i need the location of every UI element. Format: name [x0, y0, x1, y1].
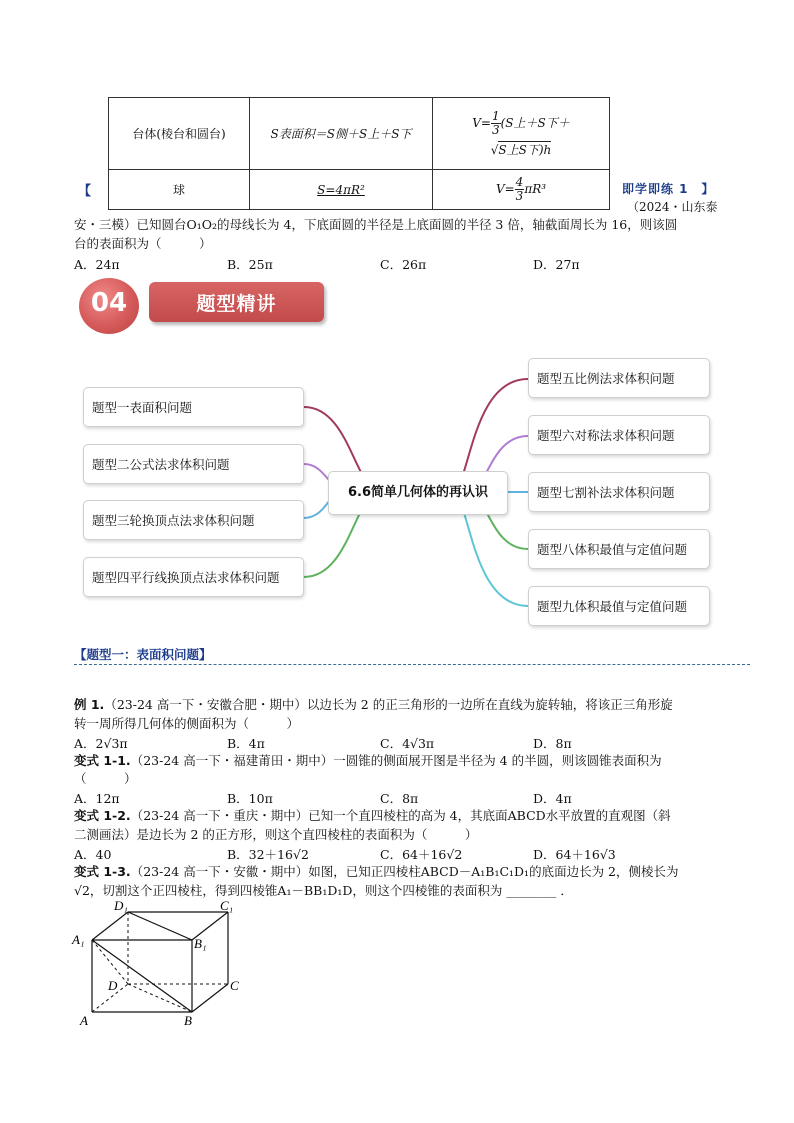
solid-name-sphere: 球: [109, 170, 250, 210]
label-C: C: [230, 978, 239, 993]
volume-formula: V= $\frac{1}{3}$ (S上＋S下＋ √S上S下)h: [433, 98, 610, 170]
variant1-2-line1: 变式 1-2.（23-24 高一下・重庆・期中）已知一个直四棱柱的高为 4，其底面ABCD水平放置的直观图（斜: [74, 808, 671, 823]
example1-line2: 转一周所得几何体的侧面积为（ ）: [74, 716, 300, 731]
practice-question-line2: 台的表面积为（ ）: [74, 236, 212, 251]
option-b: B．32＋16√2: [227, 847, 309, 862]
variant1-3-line2: √2，切割这个正四棱柱，得到四棱锥A₁－BB₁D₁D，则这个四棱锥的表面积为 ________ ．: [74, 883, 573, 898]
option-a: A．12π: [74, 791, 120, 806]
mindmap-node-type1: 题型一表面积问题: [83, 387, 304, 427]
bracket-left: 【: [78, 184, 92, 199]
practice-question-line1: 安・三模）已知圆台O₁O₂的母线长为 4，下底面圆的半径是上底面圆的半径 3 倍，轴截面周长为 16，则该圆: [74, 217, 678, 232]
variant1-3-line1: 变式 1-3.（23-24 高一下・安徽・期中）如图，已知正四棱柱ABCD－A₁B₁C₁D₁的底面边长为 2，侧棱长为: [74, 864, 679, 879]
section-number: 04: [90, 288, 128, 318]
mindmap-node-type9: 题型九体积最值与定值问题: [528, 586, 710, 626]
option-c: C．64＋16√2: [380, 847, 463, 862]
mindmap-node-type8: 题型八体积最值与定值问题: [528, 529, 710, 569]
practice-source: （2024・山东泰: [627, 200, 718, 214]
label-B: B: [184, 1013, 192, 1028]
mindmap-center: 6.6简单几何体的再认识: [328, 471, 508, 515]
mindmap-node-type4: 题型四平行线换顶点法求体积问题: [83, 557, 304, 597]
label-A: A: [80, 1013, 88, 1028]
option-a: A．2√3π: [74, 736, 128, 751]
option-d: D．27π: [533, 257, 580, 272]
option-d: D．64＋16√3: [533, 847, 616, 862]
option-b: B．4π: [227, 736, 265, 751]
prism-figure: [70, 898, 250, 1033]
section-title: 题型精讲: [196, 293, 277, 315]
variant1-2-line2: 二测画法）是边长为 2 的正方形，则这个直四棱柱的表面积为（ ）: [74, 827, 478, 842]
section-heading: 【题型一：表面积问题】: [74, 647, 212, 662]
variant1-1-line2: （ ）: [74, 771, 137, 786]
mindmap-node-type2: 题型二公式法求体积问题: [83, 444, 304, 484]
label-D: D: [108, 978, 118, 993]
option-c: C．4√3π: [380, 736, 435, 751]
practice-label: 即学即练 1 】: [622, 182, 715, 196]
mindmap-node-type3: 题型三轮换顶点法求体积问题: [83, 500, 304, 540]
solid-name-frustum: 台体(棱台和圆台): [109, 98, 250, 170]
label-B1: B₁: [194, 936, 207, 951]
sphere-volume-formula: V= $\frac{4}{3}$ πR³: [433, 170, 610, 210]
option-c: C．26π: [380, 257, 427, 272]
sphere-area-formula: S=4πR²: [250, 170, 433, 210]
example1-line1: 例 1.（23-24 高一下・安徽合肥・期中）以边长为 2 的正三角形的一边所在直线为旋转轴，将该正三角形旋: [74, 697, 673, 712]
option-d: D．4π: [533, 791, 572, 806]
option-b: B．10π: [227, 791, 273, 806]
variant1-1-line1: 变式 1-1.（23-24 高一下・福建莆田・期中）一圆锥的侧面展开图是半径为 4 的半圆，则该圆锥表面积为: [74, 753, 662, 768]
mindmap-node-type6: 题型六对称法求体积问题: [528, 415, 710, 455]
option-a: A．40: [74, 847, 112, 862]
option-c: C．8π: [380, 791, 419, 806]
section-divider: [74, 664, 750, 665]
option-b: B．25π: [227, 257, 273, 272]
label-C1: C₁: [220, 898, 234, 913]
mindmap-node-type5: 题型五比例法求体积问题: [528, 358, 710, 398]
option-d: D．8π: [533, 736, 572, 751]
label-D1: D₁: [114, 898, 128, 913]
label-A1: A₁: [72, 932, 85, 947]
mindmap-node-type7: 题型七割补法求体积问题: [528, 472, 710, 512]
option-a: A．24π: [74, 257, 120, 272]
surface-area-formula: S表面积＝S侧＋S上＋S下: [250, 98, 433, 170]
